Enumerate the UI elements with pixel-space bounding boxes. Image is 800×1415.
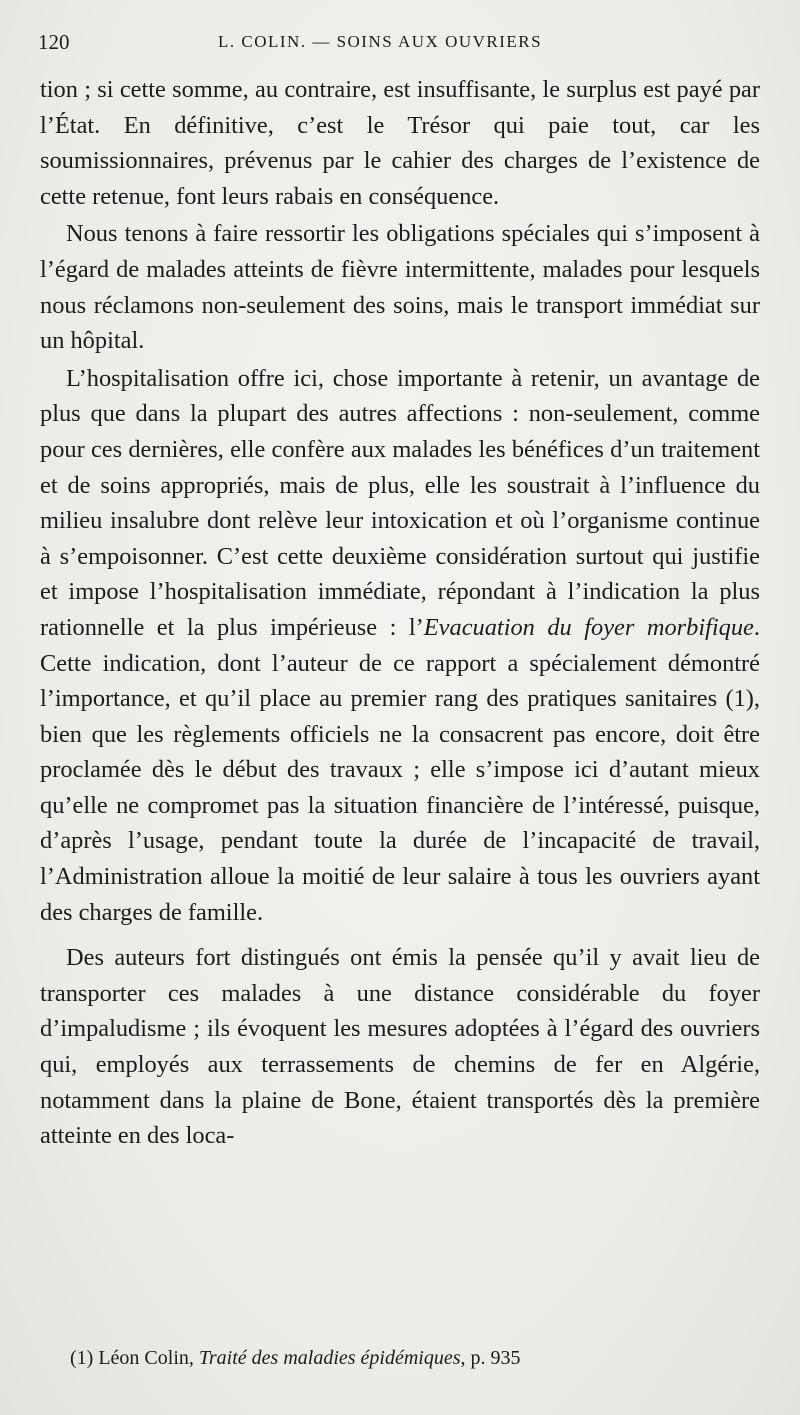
page-number: 120 bbox=[38, 30, 70, 54]
paragraph-3 bbox=[40, 361, 760, 931]
page-header bbox=[38, 30, 778, 60]
running-head: L. COLIN. — SOINS AUX OUVRIERS bbox=[218, 32, 543, 51]
paragraph-4: Des auteurs fort distingués ont émis la pensée qu’il y avait lieu de transporter ces malades à une distance considérable du foyer d’impaludisme ; ils évoquent les mesures adoptées à l’égard des ouvriers qui, employés aux terrassements de chemins de fer en Algérie, notamment dans la plaine de Bone, étaient transportés dès la première atteinte en des loca- bbox=[40, 944, 760, 1150]
footnote-marker: (1) bbox=[70, 1347, 94, 1369]
body-text bbox=[40, 72, 760, 1154]
footnote-page: , p. 935 bbox=[460, 1347, 521, 1369]
paragraph-3-italic-phrase: Evacuation du foyer morbifique bbox=[423, 613, 754, 641]
footnote bbox=[70, 1347, 521, 1370]
footnote-title: Traité des maladies épidémiques bbox=[198, 1347, 461, 1369]
paragraph-2: Nous tenons à faire ressortir les obligations spéciales qui s’imposent à l’égard de malades atteints de fièvre intermittente, malades pour lesquels nous réclamons non-seulement des soins, mais le transport immédiat sur un hôpital. bbox=[40, 220, 760, 355]
paragraph-3-text-end: . Cette indication, dont l’auteur de ce rapport a spécialement démontré l’importance, et qu’il place au premier rang des pratiques sanitaires (1), bien que les règlements officiels ne la consacrent pas encore, doit être proclamée dès le début des travaux ; elle s’impose ici d’autant mieux qu’elle ne compromet pas la situation financière de l’intéressé, puisque, d’après l’usage, pendant toute la durée de l’incapacité de travail, l’Administration alloue la moitié de leur salaire à tous les ouvriers ayant des charges de famille. bbox=[40, 613, 760, 926]
footnote-author: Léon Colin, bbox=[98, 1347, 194, 1369]
paragraph-3-text-start: L’hospitalisation offre ici, chose importante à retenir, un avantage de plus que dans la plupart des autres affections : non-seulement, comme pour ces dernières, elle confère aux malades les bénéfices d’un traitement et de soins appropriés, mais de plus, elle les soustrait à l’influence du milieu insalubre dont relève leur intoxication et où l’organisme continue à s’empoisonner. C’est cette deuxième considération surtout qui justifie et impose l’hospitalisation immédiate, répondant à l’indication la plus rationnelle et la plus impérieuse : l’ bbox=[40, 364, 760, 641]
paragraph-1: tion ; si cette somme, au contraire, est insuffisante, le surplus est payé par l’État. En définitive, c’est le Trésor qui paie tout, car les soumissionnaires, prévenus par le cahier des charges de l’existence de cette retenue, font leurs rabais en conséquence. bbox=[40, 76, 760, 210]
